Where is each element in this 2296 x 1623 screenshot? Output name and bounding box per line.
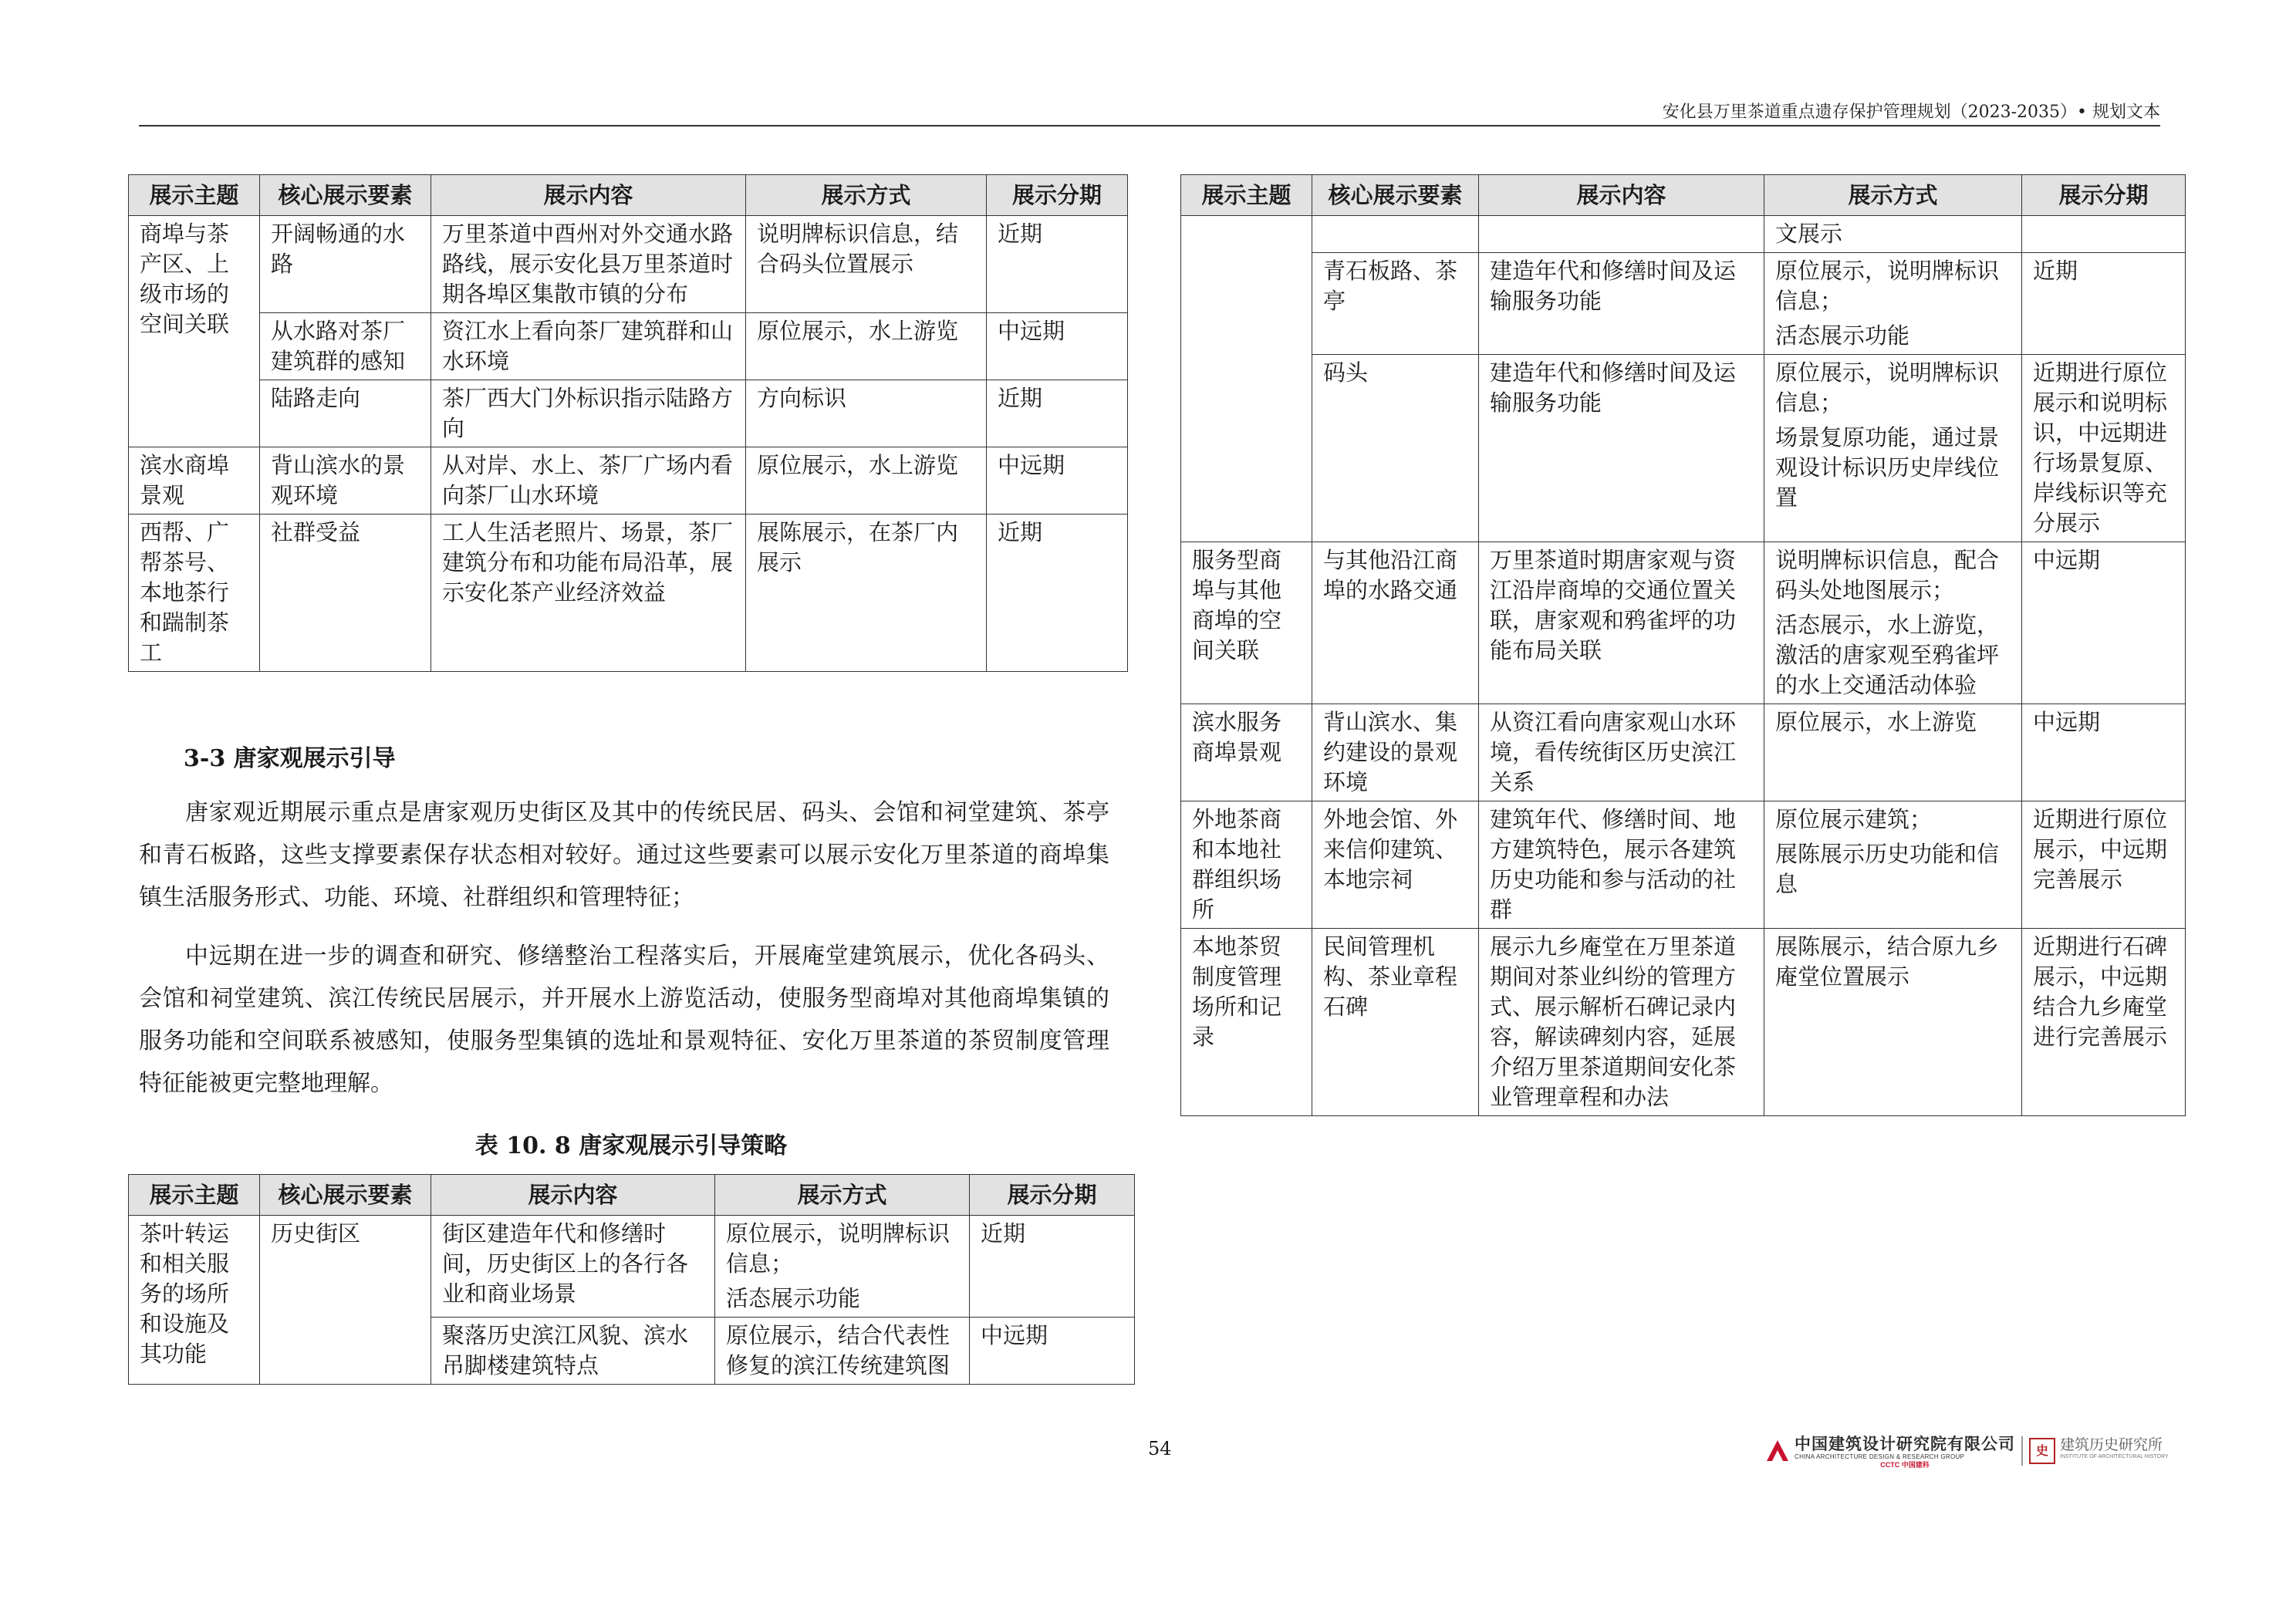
phase-cell: 中远期 — [2022, 704, 2186, 801]
method-cell — [1764, 801, 2022, 929]
page-number: 54 — [1148, 1438, 1172, 1459]
method-line: 原位展示，说明牌标识信息； — [726, 1220, 950, 1277]
table-row — [129, 515, 1128, 672]
phase-cell: 近期 — [987, 216, 1128, 313]
company-subbrand: CCTC 中国建科 — [1880, 1461, 1930, 1469]
content-cell: 聚落历史滨江风貌、滨水吊脚楼建筑特点 — [431, 1318, 715, 1385]
method-cell: 展陈展示，在茶厂内展示 — [746, 515, 987, 672]
table-row — [1181, 253, 2186, 355]
col-header: 展示内容 — [431, 175, 746, 216]
table-row — [129, 313, 1128, 380]
content-cell: 建筑年代、修缮时间、地方建筑特色，展示各建筑历史功能和参与活动的社群 — [1479, 801, 1764, 929]
table-row — [129, 380, 1128, 447]
content-cell: 工人生活老照片、场景，茶厂建筑分布和功能布局沿革，展示安化茶产业经济效益 — [431, 515, 746, 672]
institute-name-cn: 建筑历史研究所 — [2060, 1436, 2163, 1453]
method-cell — [715, 1216, 970, 1318]
table-row — [1181, 355, 2186, 542]
method-cell: 方向标识 — [746, 380, 987, 447]
phase-cell: 近期 — [2022, 253, 2186, 355]
phase-cell: 近期进行原位展示和说明标识，中远期进行场景复原、岸线标识等充分展示 — [2022, 355, 2186, 542]
body-paragraph: 中远期在进一步的调查和研究、修缮整治工程落实后，开展庵堂建筑展示，优化各码头、会馆和祠堂建筑、滨江传统民居展示，并开展水上游览活动，使服务型商埠对其他商埠集镇的服务功能和空间联系被感知，使服务型集镇的选址和景观特征、安化万里茶道的茶贸制度管理特征能被更完整地理解。 — [139, 943, 1109, 1097]
theme-cell: 本地茶贸制度管理场所和记录 — [1181, 929, 1312, 1116]
table-header-row — [129, 175, 1128, 216]
theme-cell: 滨水商埠景观 — [129, 447, 260, 515]
section-heading: 3-3 唐家观展示引导 — [184, 745, 396, 772]
theme-cell: 商埠与茶产区、上级市场的空间关联 — [129, 216, 260, 447]
method-line: 原位展示建筑； — [1775, 806, 1933, 832]
theme-cell: 西帮、广帮茶号、本地茶行和踹制茶工 — [129, 515, 260, 672]
institute-name-en: INSTITUTE OF ARCHITECTURAL HISTORY — [2060, 1454, 2169, 1459]
method-line: 活态展示，水上游览，激活的唐家观至鸦雀坪的水上交通活动体验 — [1775, 612, 2000, 698]
phase-cell: 近期进行原位展示，中远期完善展示 — [2022, 801, 2186, 929]
table-header-row — [1181, 175, 2186, 216]
phase-cell: 近期 — [970, 1216, 1135, 1318]
element-cell: 外地会馆、外来信仰建筑、本地宗祠 — [1312, 801, 1479, 929]
company-name-en: CHINA ARCHITECTURE DESIGN & RESEARCH GROUP — [1795, 1453, 1965, 1460]
content-cell: 从资江看向唐家观山水环境，看传统街区历史滨江关系 — [1479, 704, 1764, 801]
company-name-cn: 中国建筑设计研究院有限公司 — [1795, 1436, 2015, 1453]
content-cell: 资江水上看向茶厂建筑群和山水环境 — [431, 313, 746, 380]
content-cell: 从对岸、水上、茶厂广场内看向茶厂山水环境 — [431, 447, 746, 515]
col-header: 展示分期 — [970, 1175, 1135, 1216]
content-cell: 建造年代和修缮时间及运输服务功能 — [1479, 253, 1764, 355]
element-cell: 背山滨水的景观环境 — [260, 447, 431, 515]
col-header: 核心展示要素 — [1312, 175, 1479, 216]
col-header: 展示分期 — [2022, 175, 2186, 216]
content-cell: 茶厂西大门外标识指示陆路方向 — [431, 380, 746, 447]
element-cell: 民间管理机构、茶业章程石碑 — [1312, 929, 1479, 1116]
table-caption: 表 10. 8 唐家观展示引导策略 — [474, 1132, 788, 1159]
body-paragraph: 唐家观近期展示重点是唐家观历史街区及其中的传统民居、码头、会馆和祠堂建筑、茶亭和青石板路，这些支撑要素保存状态相对较好。通过这些要素可以展示安化万里茶道的商埠集镇生活服务形式、功能、环境、社群组织和管理特征； — [139, 799, 1109, 911]
tangjiaguan-display-table — [128, 1174, 1135, 1385]
content-cell: 建造年代和修缮时间及运输服务功能 — [1479, 355, 1764, 542]
table-header-row — [129, 1175, 1135, 1216]
method-line: 活态展示功能 — [1775, 322, 1910, 349]
content-cell: 万里茶道中酉州对外交通水路路线，展示安化县万里茶道时期各埠区集散市镇的分布 — [431, 216, 746, 313]
method-cell: 说明牌标识信息，结合码头位置展示 — [746, 216, 987, 313]
theme-cell: 外地茶商和本地社群组织场所 — [1181, 801, 1312, 929]
table-row — [1181, 929, 2186, 1116]
method-line: 原位展示，说明牌标识信息； — [1775, 359, 2000, 416]
display-strategy-table-continued — [128, 174, 1128, 672]
table-row — [129, 1216, 1135, 1318]
element-cell: 开阔畅通的水路 — [260, 216, 431, 313]
method-cell: 文展示 — [1764, 216, 2022, 253]
method-line: 说明牌标识信息，配合码头处地图展示； — [1775, 547, 2000, 603]
table-row — [1181, 801, 2186, 929]
method-cell: 原位展示，水上游览 — [746, 447, 987, 515]
page-header-title: 安化县万里茶道重点遗存保护管理规划（2023-2035）• 规划文本 — [1662, 103, 2160, 122]
table-row — [1181, 704, 2186, 801]
phase-cell — [2022, 216, 2186, 253]
phase-cell: 中远期 — [987, 447, 1128, 515]
logo-divider — [2021, 1436, 2023, 1466]
col-header: 展示方式 — [715, 1175, 970, 1216]
element-cell — [1312, 216, 1479, 253]
col-header: 展示方式 — [1764, 175, 2022, 216]
phase-cell: 近期进行石碑展示，中远期结合九乡庵堂进行完善展示 — [2022, 929, 2186, 1116]
method-cell — [1764, 355, 2022, 542]
col-header: 展示方式 — [746, 175, 987, 216]
element-cell: 背山滨水、集约建设的景观环境 — [1312, 704, 1479, 801]
element-cell: 陆路走向 — [260, 380, 431, 447]
table-row — [129, 447, 1128, 515]
method-cell: 原位展示，水上游览 — [746, 313, 987, 380]
institute-seal-icon: 史 — [2029, 1438, 2055, 1464]
theme-cell: 滨水服务商埠景观 — [1181, 704, 1312, 801]
phase-cell: 近期 — [987, 515, 1128, 672]
col-header: 展示主题 — [129, 175, 260, 216]
content-cell: 街区建造年代和修缮时间，历史街区上的各行各业和商业场景 — [431, 1216, 715, 1318]
theme-cell: 茶叶转运和相关服务的场所和设施及其功能 — [129, 1216, 260, 1385]
element-cell: 与其他沿江商埠的水路交通 — [1312, 542, 1479, 704]
table-row — [1181, 542, 2186, 704]
method-line: 场景复原功能，通过景观设计标识历史岸线位置 — [1775, 424, 2000, 511]
phase-cell: 中远期 — [970, 1318, 1135, 1385]
method-cell: 原位展示，结合代表性修复的滨江传统建筑图 — [715, 1318, 970, 1385]
col-header: 核心展示要素 — [260, 175, 431, 216]
col-header: 展示内容 — [431, 1175, 715, 1216]
phase-cell: 中远期 — [987, 313, 1128, 380]
method-line: 展陈展示历史功能和信息 — [1775, 841, 2000, 897]
content-cell: 万里茶道时期唐家观与资江沿岸商埠的交通位置关联，唐家观和鸦雀坪的功能布局关联 — [1479, 542, 1764, 704]
theme-cell: 服务型商埠与其他商埠的空间关联 — [1181, 542, 1312, 704]
tangjiaguan-display-table-continued — [1180, 174, 2186, 1116]
method-cell: 原位展示，水上游览 — [1764, 704, 2022, 801]
col-header: 展示内容 — [1479, 175, 1764, 216]
col-header: 展示主题 — [1181, 175, 1312, 216]
element-cell: 社群受益 — [260, 515, 431, 672]
content-cell: 展示九乡庵堂在万里茶道期间对茶业纠纷的管理方式、展示解析石碑记录内容，解读碑刻内容，延展介绍万里茶道期间安化茶业管理章程和办法 — [1479, 929, 1764, 1116]
element-cell: 历史街区 — [260, 1216, 431, 1385]
phase-cell: 近期 — [987, 380, 1128, 447]
theme-cell — [1181, 216, 1312, 542]
table-row — [129, 216, 1128, 313]
col-header: 核心展示要素 — [260, 1175, 431, 1216]
element-cell: 从水路对茶厂建筑群的感知 — [260, 313, 431, 380]
col-header: 展示主题 — [129, 1175, 260, 1216]
method-cell — [1764, 542, 2022, 704]
element-cell: 青石板路、茶亭 — [1312, 253, 1479, 355]
header-divider — [139, 125, 2160, 127]
col-header: 展示分期 — [987, 175, 1128, 216]
table-row — [1181, 216, 2186, 253]
method-cell: 展陈展示，结合原九乡庵堂位置展示 — [1764, 929, 2022, 1116]
phase-cell: 中远期 — [2022, 542, 2186, 704]
cadg-logo-icon — [1765, 1438, 1790, 1463]
method-line: 原位展示，说明牌标识信息； — [1775, 258, 2000, 314]
footer-logo — [1765, 1436, 2169, 1472]
method-line: 活态展示功能 — [726, 1285, 861, 1311]
content-cell — [1479, 216, 1764, 253]
element-cell: 码头 — [1312, 355, 1479, 542]
method-cell — [1764, 253, 2022, 355]
